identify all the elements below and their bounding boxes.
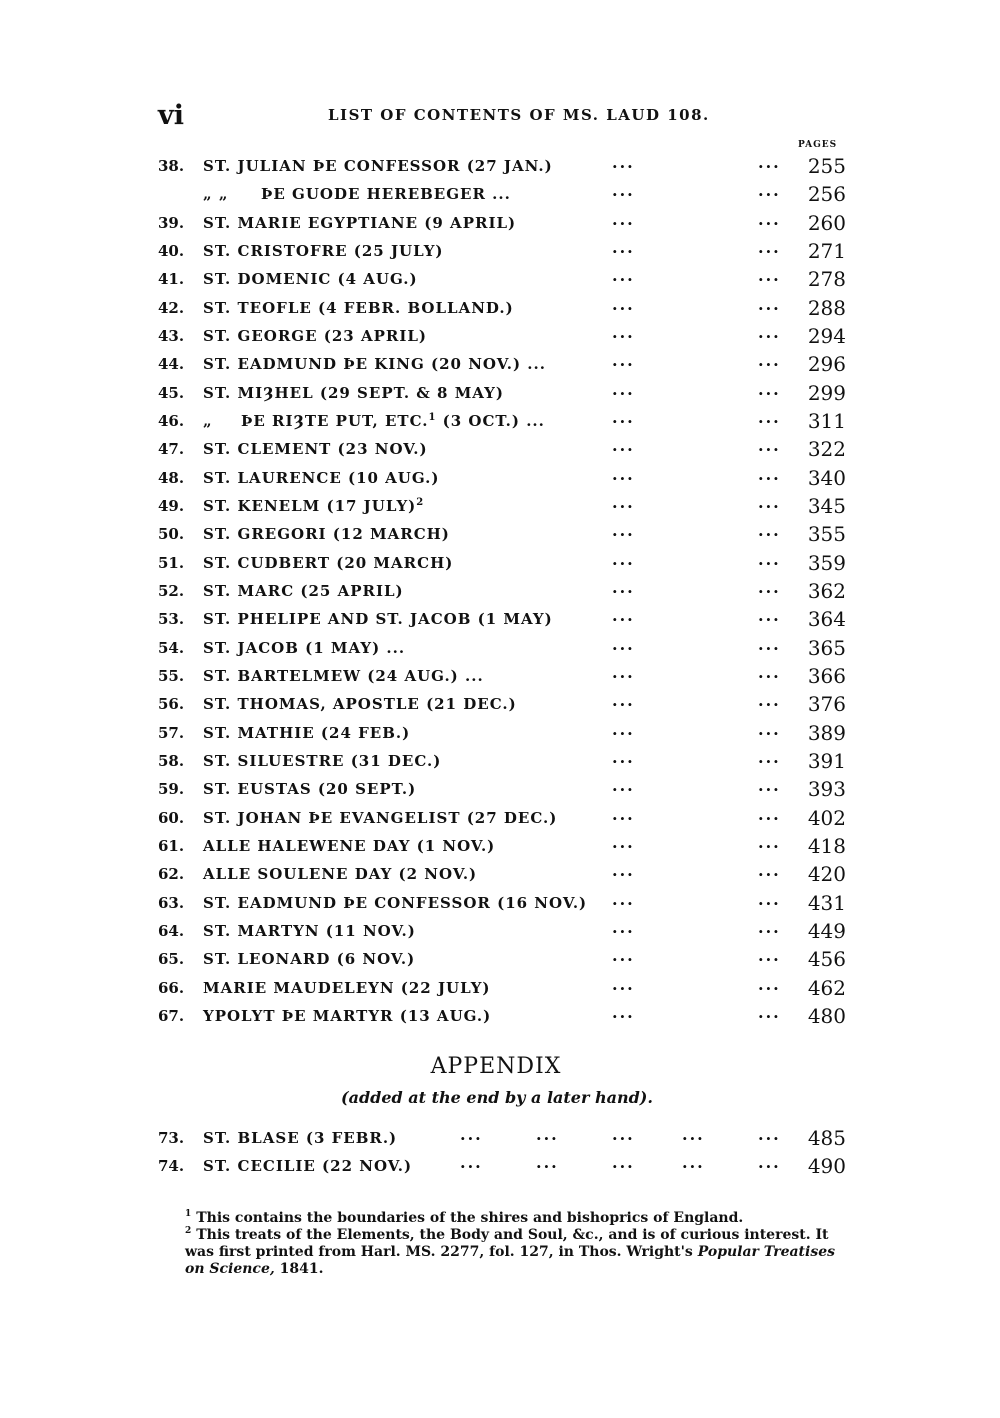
leader-dots: ...	[612, 1002, 635, 1022]
entry-title	[203, 549, 453, 577]
entry-number: 62.	[158, 865, 185, 884]
entry-title-text: ST. MARC (25 APRIL)	[203, 581, 404, 600]
leader-dots: ...	[612, 464, 635, 484]
toc-row	[158, 209, 848, 237]
entry-number: 66.	[158, 978, 185, 997]
leader-dots: ...	[758, 577, 781, 597]
toc-row	[158, 605, 848, 633]
leader-dots: ...	[612, 436, 635, 456]
leader-dots: ...	[612, 691, 635, 711]
entry-title	[203, 322, 427, 350]
leader-dots: ...	[758, 606, 781, 626]
leader-dots: ...	[758, 974, 781, 994]
entry-number: 45.	[158, 383, 185, 402]
entry-page: 364	[807, 607, 846, 632]
leader-dots: ...	[758, 634, 781, 654]
leader-dots: ...	[758, 861, 781, 881]
leader-dots: ...	[612, 577, 635, 597]
entry-title-text: ST. MARTYN (11 NOV.)	[203, 921, 416, 940]
entry-title-text: ST. SILUESTRE (31 DEC.)	[203, 751, 442, 770]
entry-number: 53.	[158, 610, 185, 629]
entry-page: 480	[807, 1003, 846, 1028]
toc-row	[158, 237, 848, 265]
leader-dots: ...	[758, 1153, 781, 1173]
entry-title	[203, 152, 553, 180]
leader-dots: ...	[758, 237, 781, 257]
appendix-row	[158, 1152, 848, 1180]
toc-row	[158, 747, 848, 775]
entry-number: 58.	[158, 751, 185, 770]
entry-number: 51.	[158, 553, 185, 572]
entry-title	[203, 945, 415, 973]
entry-number: 42.	[158, 298, 185, 317]
entry-page: 345	[807, 493, 846, 518]
leader-dots: ...	[758, 662, 781, 682]
toc-row	[158, 945, 848, 973]
leader-dots: ...	[758, 181, 781, 201]
entry-title-text: ST. GEORGE (23 APRIL)	[203, 326, 427, 345]
entry-title	[203, 294, 514, 322]
entry-page: 389	[807, 720, 846, 745]
toc-row	[158, 152, 848, 180]
leader-dots: ...	[536, 1125, 559, 1144]
entry-number: 38.	[158, 157, 185, 175]
leader-dots: ...	[758, 351, 781, 371]
entry-page: 393	[807, 777, 846, 802]
leader-dots: ...	[612, 946, 635, 966]
entry-title-text: ST. KENELM (17 JULY)	[203, 496, 417, 515]
leader-dots: ...	[758, 946, 781, 966]
entry-title	[203, 634, 405, 662]
pages-column-label: PAGES	[798, 140, 838, 150]
entry-title	[203, 775, 416, 803]
entry-title-text: ÞE GUODE HEREBEGER ...	[261, 185, 511, 204]
toc-row	[158, 492, 848, 520]
footnote-ref: 1	[428, 411, 437, 423]
ditto-mark: „ „	[203, 185, 229, 204]
entry-title	[203, 520, 450, 548]
entry-title	[203, 435, 428, 463]
entry-title	[203, 860, 477, 888]
entry-page: 365	[807, 635, 846, 660]
leader-dots: ...	[682, 1153, 705, 1173]
entry-number: 74.	[158, 1157, 185, 1176]
leader-dots: ...	[612, 776, 635, 796]
entry-page: 402	[807, 805, 846, 830]
leader-dots: ...	[612, 634, 635, 654]
leader-dots: ...	[758, 266, 781, 286]
entry-page: 420	[807, 862, 846, 887]
entry-title-text: ST. CUDBERT (20 MARCH)	[203, 553, 454, 572]
entry-page: 362	[807, 578, 846, 603]
toc-row	[158, 1002, 848, 1030]
page-header	[158, 100, 848, 134]
entry-page: 256	[807, 182, 846, 207]
entry-number: 41.	[158, 270, 185, 289]
entry-number: 40.	[158, 241, 185, 260]
leader-dots: ...	[612, 974, 635, 994]
entry-title	[203, 690, 517, 718]
leader-dots: ...	[758, 776, 781, 796]
entry-title: ST. CECILIE (22 NOV.)	[203, 1157, 413, 1176]
entry-page: 366	[807, 663, 846, 688]
entry-number: 49.	[158, 496, 185, 515]
toc-row	[158, 804, 848, 832]
toc-row	[158, 435, 848, 463]
entry-number: 64.	[158, 921, 185, 940]
entry-title	[203, 889, 587, 917]
footnotes	[155, 1210, 845, 1278]
leader-dots: ...	[758, 804, 781, 824]
toc-row	[158, 265, 848, 293]
entry-number: 63.	[158, 893, 185, 912]
entry-title-text: ST. MARIE EGYPTIANE (9 APRIL)	[203, 213, 517, 232]
footnote-ref: 2	[416, 496, 425, 508]
entry-number: 44.	[158, 355, 185, 374]
entry-page: 311	[807, 408, 846, 433]
entry-title-after: (3 OCT.) ...	[436, 411, 545, 430]
entry-title-text: ST. TEOFLE (4 FEBR. BOLLAND.)	[203, 298, 514, 317]
entry-number: 59.	[158, 780, 185, 799]
entry-title	[203, 747, 441, 775]
entry-title-text: ST. LEONARD (6 NOV.)	[203, 950, 416, 969]
entry-number: 48.	[158, 468, 185, 487]
entry-title-text: ST. JACOB (1 MAY) ...	[203, 638, 406, 657]
entry-number: 73.	[158, 1129, 185, 1147]
leader-dots: ...	[758, 889, 781, 909]
leader-dots: ...	[758, 747, 781, 767]
toc-row	[158, 464, 848, 492]
toc-row	[158, 520, 848, 548]
entry-title	[203, 974, 491, 1002]
entry-title-text: ST. LAURENCE (10 AUG.)	[203, 468, 440, 487]
entry-title-text: ST. EADMUND ÞE KING (20 NOV.) ...	[203, 355, 546, 374]
entry-page: 456	[807, 947, 846, 972]
entry-page: 431	[807, 890, 846, 915]
leader-dots: ...	[460, 1125, 483, 1144]
ditto-mark: „	[203, 411, 213, 430]
entry-page: 260	[807, 210, 846, 235]
footnote-1: $^1$ This contains the boundaries of the shires and bishoprics of England.	[185, 1209, 744, 1226]
leader-dots: ...	[758, 492, 781, 512]
leader-dots: ...	[758, 153, 781, 172]
leader-dots: ...	[758, 379, 781, 399]
leader-dots: ...	[612, 917, 635, 937]
toc-row	[158, 577, 848, 605]
entry-page: 359	[807, 550, 846, 575]
entry-title-text: ST. JULIAN ÞE CONFESSOR (27 JAN.)	[203, 157, 553, 175]
entry-title-text: ALLE HALEWENE DAY (1 NOV.)	[203, 836, 496, 855]
entry-number: 52.	[158, 581, 185, 600]
leader-dots: ...	[612, 662, 635, 682]
toc-row	[158, 662, 848, 690]
entry-page: 294	[807, 323, 846, 348]
entry-title-text: MARIE MAUDELEYN (22 JULY)	[203, 978, 491, 997]
entry-title-text: ST. DOMENIC (4 AUG.)	[203, 270, 418, 289]
leader-dots: ...	[758, 691, 781, 711]
leader-dots: ...	[758, 294, 781, 314]
leader-dots: ...	[612, 379, 635, 399]
leader-dots: ...	[612, 1125, 635, 1144]
entry-page: 449	[807, 918, 846, 943]
leader-dots: ...	[612, 407, 635, 427]
leader-dots: ...	[612, 804, 635, 824]
entry-page: 278	[807, 267, 846, 292]
entry-title-text: ST. GREGORI (12 MARCH)	[203, 525, 450, 544]
entry-page: 391	[807, 748, 846, 773]
entry-page: 418	[807, 833, 846, 858]
entry-number: 55.	[158, 666, 185, 685]
entry-page: 490	[807, 1154, 846, 1179]
leader-dots: ...	[758, 917, 781, 937]
entry-title: ST. BLASE (3 FEBR.)	[203, 1129, 398, 1147]
leader-dots: ...	[612, 266, 635, 286]
entry-title	[203, 350, 546, 378]
entry-title-text: ST. MIȜHEL (29 SEPT. & 8 MAY)	[203, 383, 504, 402]
toc-row	[158, 350, 848, 378]
entry-title	[203, 379, 504, 407]
entry-title-text: ST. BARTELMEW (24 AUG.) ...	[203, 666, 484, 685]
entry-number: 50.	[158, 525, 185, 544]
entry-number: 39.	[158, 213, 185, 232]
entry-title-text: ST. MATHIE (24 FEB.)	[203, 723, 411, 742]
leader-dots: ...	[612, 832, 635, 852]
entry-number: 46.	[158, 411, 185, 430]
leader-dots: ...	[612, 719, 635, 739]
entry-title-text: ST. THOMAS, APOSTLE (21 DEC.)	[203, 695, 517, 714]
toc-row	[158, 719, 848, 747]
entry-title	[203, 407, 545, 435]
appendix-row	[158, 1124, 848, 1152]
entry-page: 271	[807, 238, 846, 263]
entry-page: 376	[807, 692, 846, 717]
entry-title	[203, 1002, 491, 1030]
leader-dots: ...	[758, 464, 781, 484]
entry-title-text: ST. PHELIPE AND ST. JACOB (1 MAY)	[203, 610, 553, 629]
leader-dots: ...	[758, 322, 781, 342]
entry-title	[203, 577, 404, 605]
entry-page: 255	[807, 154, 846, 178]
entry-title	[203, 209, 516, 237]
entry-page: 340	[807, 465, 846, 490]
toc-row	[158, 180, 848, 208]
toc-row	[158, 974, 848, 1002]
entry-title-text: ST. JOHAN ÞE EVANGELIST (27 DEC.)	[203, 808, 558, 827]
entry-title	[203, 605, 553, 633]
entry-number: 47.	[158, 440, 185, 459]
leader-dots: ...	[758, 436, 781, 456]
entry-title	[203, 832, 495, 860]
entry-page: 322	[807, 437, 846, 462]
leader-dots: ...	[758, 1002, 781, 1022]
entry-page: 462	[807, 975, 846, 1000]
appendix-list	[158, 1124, 848, 1181]
entry-number: 65.	[158, 950, 185, 969]
leader-dots: ...	[682, 1125, 705, 1144]
leader-dots: ...	[758, 407, 781, 427]
entry-number: 54.	[158, 638, 185, 657]
entry-title	[203, 464, 439, 492]
entry-number: 67.	[158, 1006, 185, 1025]
entry-title	[203, 237, 444, 265]
leader-dots: ...	[612, 1153, 635, 1173]
entry-title-text: ST. EUSTAS (20 SEPT.)	[203, 780, 417, 799]
entry-title	[203, 804, 557, 832]
entry-title	[203, 180, 511, 208]
leader-dots: ...	[612, 181, 635, 201]
leader-dots: ...	[612, 209, 635, 229]
leader-dots: ...	[758, 1125, 781, 1144]
toc-row	[158, 917, 848, 945]
toc-row	[158, 889, 848, 917]
leader-dots: ...	[758, 719, 781, 739]
folio-number: vi	[158, 100, 184, 131]
leader-dots: ...	[612, 351, 635, 371]
leader-dots: ...	[460, 1153, 483, 1173]
running-title: LIST OF CONTENTS OF MS. LAUD 108.	[328, 106, 710, 124]
entry-title-text: ST. CRISTOFRE (25 JULY)	[203, 241, 444, 260]
toc-row	[158, 379, 848, 407]
entry-number: 61.	[158, 836, 185, 855]
leader-dots: ...	[612, 153, 635, 172]
entry-page: 299	[807, 380, 846, 405]
entry-title-text: ALLE SOULENE DAY (2 NOV.)	[203, 865, 478, 884]
entry-title	[203, 917, 416, 945]
leader-dots: ...	[612, 294, 635, 314]
toc-row	[158, 549, 848, 577]
toc-row	[158, 634, 848, 662]
leader-dots: ...	[758, 209, 781, 229]
entry-title	[203, 492, 424, 520]
entry-number: 60.	[158, 808, 185, 827]
leader-dots: ...	[758, 832, 781, 852]
toc-row	[158, 322, 848, 350]
leader-dots: ...	[612, 521, 635, 541]
entry-number: 56.	[158, 695, 185, 714]
toc-row	[158, 407, 848, 435]
toc-row	[158, 690, 848, 718]
entry-number: 57.	[158, 723, 185, 742]
entry-number: 43.	[158, 326, 185, 345]
toc-row	[158, 860, 848, 888]
toc-row	[158, 775, 848, 803]
entry-title-text: ST. EADMUND ÞE CONFESSOR (16 NOV.)	[203, 893, 588, 912]
toc-row	[158, 832, 848, 860]
leader-dots: ...	[758, 521, 781, 541]
entry-title-text: ST. CLEMENT (23 NOV.)	[203, 440, 428, 459]
entry-page: 355	[807, 522, 846, 547]
entry-title	[203, 719, 410, 747]
entry-title-text: ÞE RIȜTE PUT, ETC.	[241, 411, 429, 430]
appendix-heading: APPENDIX	[430, 1054, 562, 1079]
entry-page: 485	[807, 1126, 846, 1150]
leader-dots: ...	[612, 889, 635, 909]
contents-list	[158, 152, 848, 1030]
leader-dots: ...	[758, 549, 781, 569]
leader-dots: ...	[612, 606, 635, 626]
leader-dots: ...	[612, 322, 635, 342]
leader-dots: ...	[612, 861, 635, 881]
toc-row	[158, 294, 848, 322]
entry-page: 296	[807, 352, 846, 377]
footnote-2: $^2$ This treats of the Elements, the Body and Soul, &c., and is of curious interest. It was first printed from Harl. MS. 2277, fol. 127, in Thos. Wright's Popular Treatises on Science, 1841.	[185, 1226, 836, 1277]
leader-dots: ...	[612, 549, 635, 569]
leader-dots: ...	[536, 1153, 559, 1173]
entry-page: 288	[807, 295, 846, 320]
entry-title	[203, 265, 418, 293]
appendix-note: (added at the end by a later hand).	[341, 1088, 653, 1107]
leader-dots: ...	[612, 747, 635, 767]
leader-dots: ...	[612, 492, 635, 512]
entry-title-text: YPOLYT ÞE MARTYR (13 AUG.)	[203, 1006, 492, 1025]
leader-dots: ...	[612, 237, 635, 257]
entry-title	[203, 662, 484, 690]
